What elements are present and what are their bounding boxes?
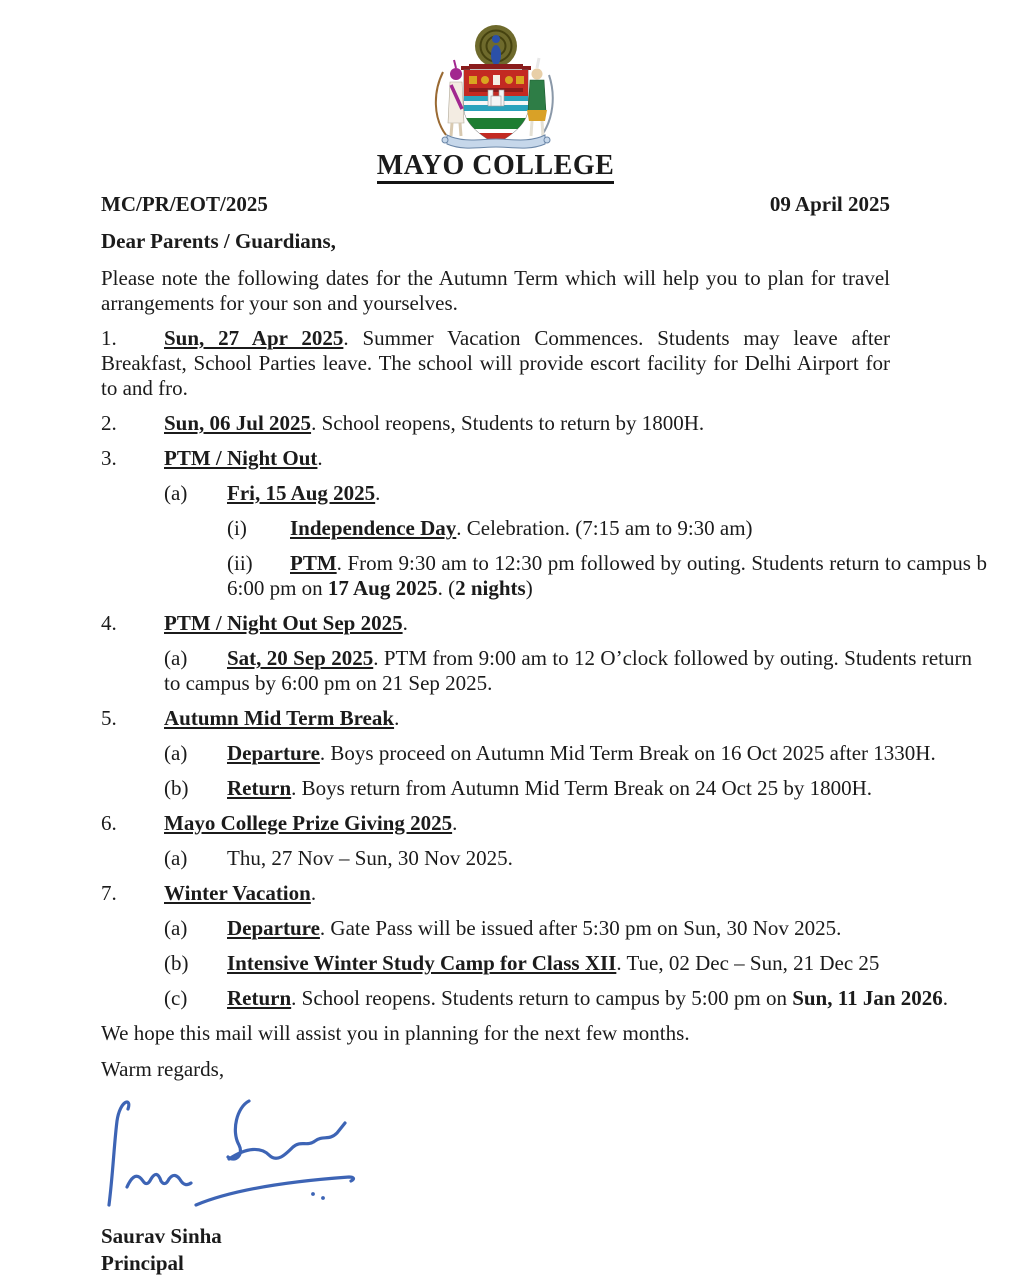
- item-text: Departure. Gate Pass will be issued after 5:30 pm on Sun, 30 Nov 2025.: [227, 916, 842, 940]
- list-item-7: [101, 881, 890, 906]
- item-number: (i): [227, 516, 247, 540]
- item-text: Return. Boys return from Autumn Mid Term Break on 24 Oct 25 by 1800H.: [227, 776, 873, 800]
- item-text: Winter Vacation.: [164, 881, 317, 905]
- item-number: 3.: [101, 446, 117, 470]
- item-text: Thu, 27 Nov – Sun, 30 Nov 2025.: [227, 846, 513, 870]
- item-text: PTM. From 9:30 am to 12:30 pm followed by outing. Students return to campus b 6:00 pm on 17 Aug 2025. (2 nights): [227, 551, 987, 600]
- item-text: PTM / Night Out.: [164, 446, 323, 470]
- list-item-5a: [164, 741, 972, 766]
- list-item-5b: [164, 776, 972, 801]
- item-number: 7.: [101, 881, 117, 905]
- list-item-6a: [164, 846, 953, 871]
- signature-block: [101, 1093, 890, 1215]
- list-item-4a: [164, 646, 972, 696]
- item-text: Intensive Winter Study Camp for Class XII. Tue, 02 Dec – Sun, 21 Dec 25: [227, 951, 880, 975]
- reference-row: [101, 191, 890, 217]
- item-text: Sun, 27 Apr 2025. Summer Vacation Commences. Students may leave after Breakfast, School Parties leave. The school will provide escort facility for Delhi Airport for to and fro.: [101, 326, 890, 400]
- item-number: (b): [164, 776, 189, 800]
- closing-line: We hope this mail will assist you in planning for the next few months.: [101, 1021, 690, 1045]
- list-item-6: [101, 811, 890, 836]
- list-item-7c: [164, 986, 972, 1011]
- letter-date: 09 April 2025: [769, 192, 890, 216]
- item-number: 1.: [101, 326, 117, 350]
- item-text: Autumn Mid Term Break.: [164, 706, 400, 730]
- item-text: Return. School reopens. Students return to campus by 5:00 pm on Sun, 11 Jan 2026.: [227, 986, 949, 1010]
- list-item-1: [101, 326, 890, 401]
- college-crest-icon: [430, 22, 562, 150]
- signatory-title: Principal: [101, 1251, 184, 1275]
- item-text: Fri, 15 Aug 2025.: [227, 481, 381, 505]
- intro-paragraph: Please note the following dates for the Autumn Term which will help you to plan for travel arrangements for your son and yourselves.: [101, 266, 890, 315]
- list-item-3a-ii: [227, 551, 987, 601]
- signatory: [101, 1223, 890, 1277]
- item-text: Independence Day. Celebration. (7:15 am to 9:30 am): [290, 516, 753, 540]
- item-text: PTM / Night Out Sep 2025.: [164, 611, 408, 635]
- item-number: (a): [164, 916, 188, 940]
- item-text: Sat, 20 Sep 2025. PTM from 9:00 am to 12 O’clock followed by outing. Students return to campus by 6:00 pm on 21 Sep 2025.: [164, 646, 972, 695]
- letter-content: [101, 0, 987, 1277]
- item-number: (b): [164, 951, 189, 975]
- item-text: Departure. Boys proceed on Autumn Mid Term Break on 16 Oct 2025 after 1330H.: [227, 741, 936, 765]
- item-number: (ii): [227, 551, 253, 575]
- list-item-7a: [164, 916, 972, 941]
- item-number: (a): [164, 846, 188, 870]
- list-item-3a: [164, 481, 953, 506]
- item-number: (c): [164, 986, 188, 1010]
- reference-number: MC/PR/EOT/2025: [101, 192, 268, 216]
- item-number: (a): [164, 646, 188, 670]
- item-text: Sun, 06 Jul 2025. School reopens, Students to return by 1800H.: [164, 411, 705, 435]
- list-item-5: [101, 706, 890, 731]
- signature-image: [101, 1093, 381, 1213]
- list-item-4: [101, 611, 890, 636]
- regards-line: Warm regards,: [101, 1057, 225, 1081]
- item-number: 4.: [101, 611, 117, 635]
- item-number: 6.: [101, 811, 117, 835]
- item-text: Mayo College Prize Giving 2025.: [164, 811, 458, 835]
- list-item-3a-i: [227, 516, 1016, 541]
- list-item-7b: [164, 951, 972, 976]
- item-number: 5.: [101, 706, 117, 730]
- list-item-3: [101, 446, 890, 471]
- item-number: (a): [164, 481, 188, 505]
- salutation: Dear Parents / Guardians,: [101, 229, 336, 253]
- item-number: (a): [164, 741, 188, 765]
- list-item-2: [101, 411, 890, 436]
- signatory-name: Saurav Sinha: [101, 1224, 222, 1248]
- college-name-title: MAYO COLLEGE: [377, 152, 615, 184]
- item-number: 2.: [101, 411, 117, 435]
